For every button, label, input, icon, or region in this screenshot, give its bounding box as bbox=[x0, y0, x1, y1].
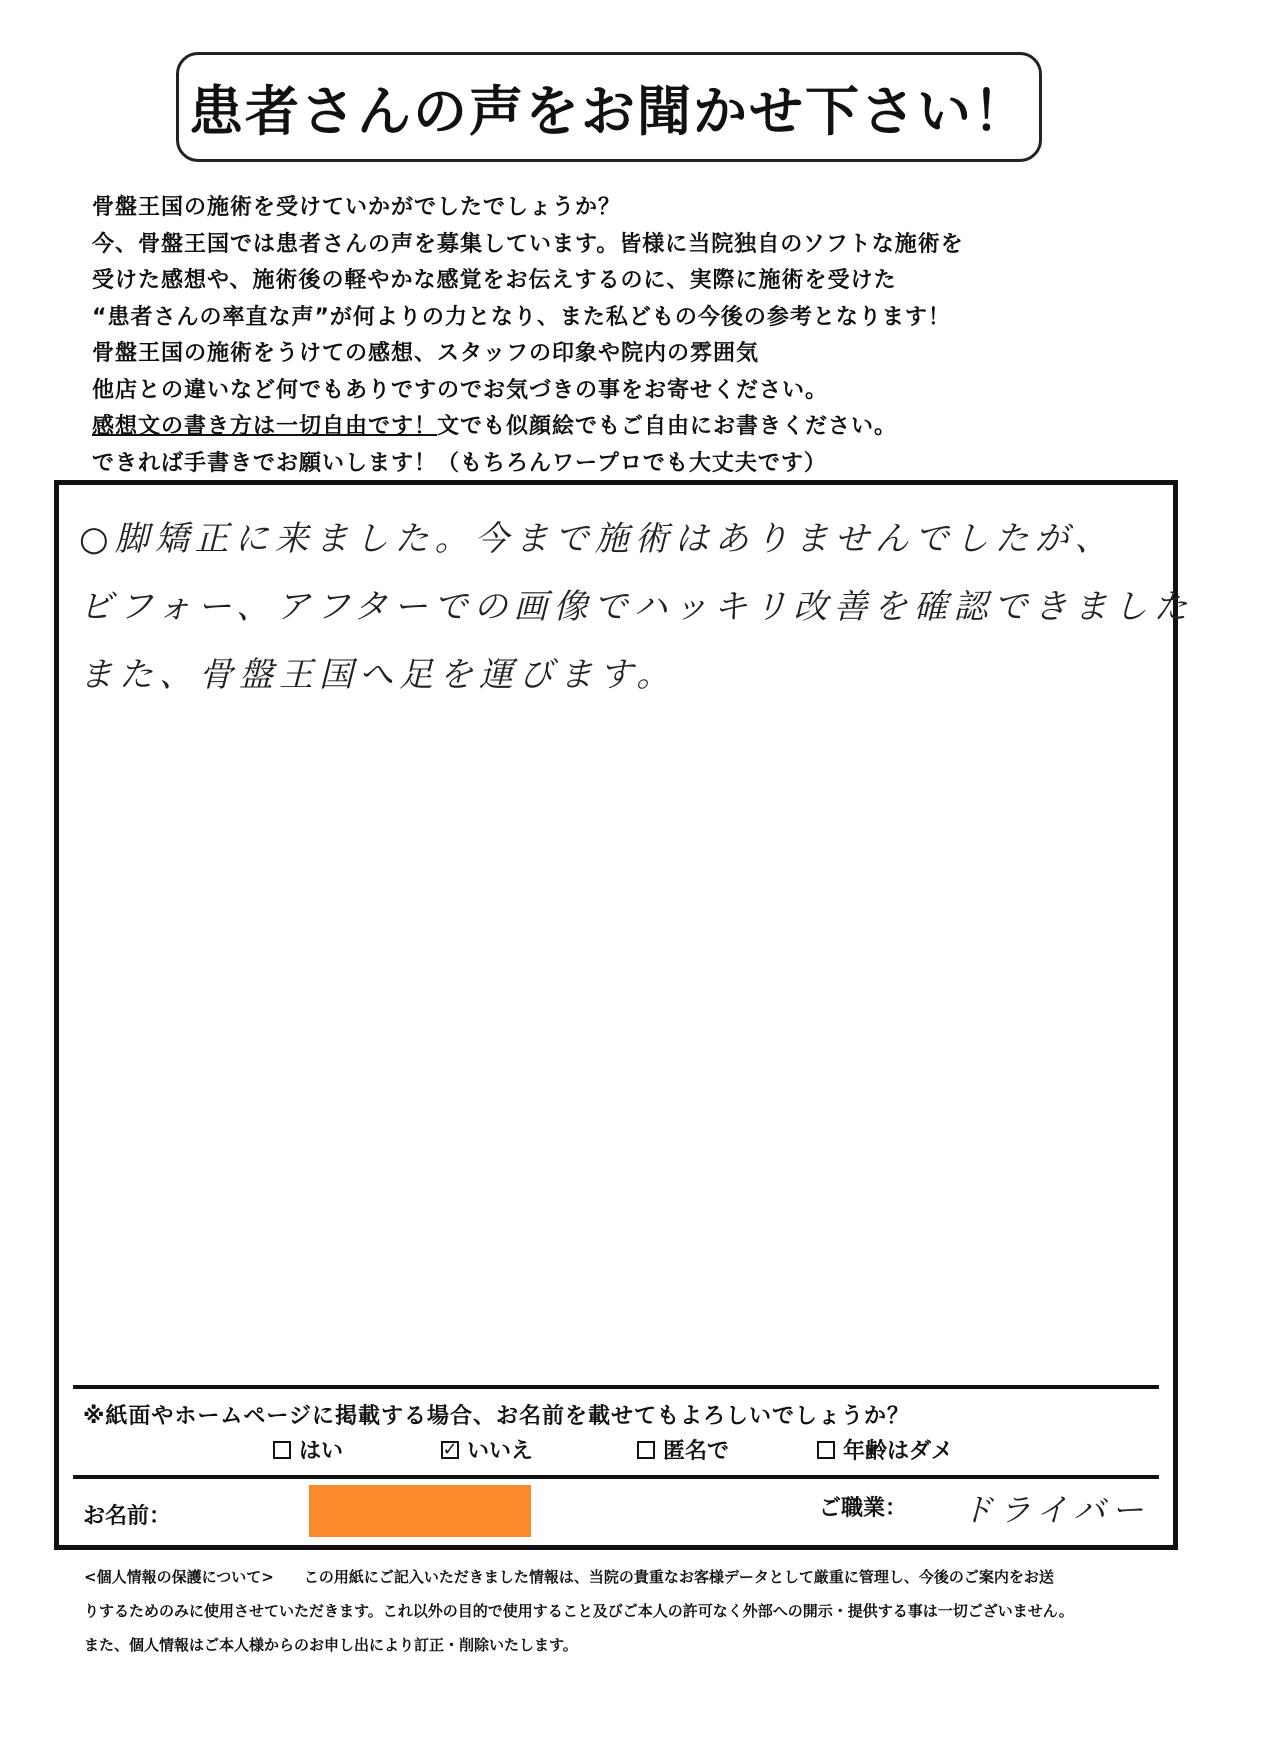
comment-line-3: また、骨盤王国へ足を運びます。 bbox=[79, 655, 677, 695]
comment-area[interactable] bbox=[79, 505, 1194, 1405]
option-no-label: いいえ bbox=[467, 1439, 534, 1464]
checkbox-no[interactable] bbox=[441, 1438, 459, 1460]
privacy-line-2: りするためのみに使用させていただきます。これ以外の目的で使用すること及びご本人の許可なく外部への開示・提供する事は一切ございません。 bbox=[84, 1602, 1074, 1620]
intro-line-5: 骨盤王国の施術をうけての感想、スタッフの印象や院内の雰囲気 bbox=[92, 341, 760, 366]
name-section bbox=[73, 1475, 1159, 1545]
comment-line-2: ビフォー、アフターでの画像でハッキリ改善を確認できました bbox=[79, 587, 1194, 627]
option-yes[interactable] bbox=[273, 1434, 343, 1465]
publish-question: ※紙面やホームページに掲載する場合、お名前を載せてもよろしいでしょうか？ bbox=[83, 1404, 910, 1429]
name-label: お名前： bbox=[83, 1504, 172, 1529]
title-box bbox=[176, 52, 1042, 162]
intro-underlined-text: 感想文の書き方は一切自由です！ bbox=[92, 414, 438, 439]
privacy-notice bbox=[84, 1560, 1184, 1662]
option-no-age-label: 年齢はダメ bbox=[843, 1439, 954, 1464]
job-label: ご職業： bbox=[819, 1496, 908, 1521]
checkbox-yes[interactable] bbox=[273, 1441, 291, 1459]
intro-line-4: “患者さんの率直な声”が何よりの力となり、また私どもの今後の参考となります！ bbox=[92, 304, 951, 330]
intro-line-7 bbox=[92, 409, 1152, 446]
intro-line-3: 受けた感想や、施術後の軽やかな感覚をお伝えするのに、実際に施術を受けた bbox=[92, 268, 897, 293]
intro-text bbox=[92, 190, 1152, 482]
publish-options bbox=[73, 1434, 1159, 1470]
name-redaction bbox=[309, 1485, 531, 1537]
comment-line-1: ○脚矯正に来ました。今まで施術はありませんでしたが、 bbox=[79, 519, 1115, 559]
checkbox-no-age[interactable] bbox=[817, 1441, 835, 1459]
check-mark-icon: ✓ bbox=[442, 1438, 458, 1460]
publish-consent-section bbox=[73, 1385, 1159, 1469]
page-title: 患者さんの声をお聞かせ下さい！ bbox=[189, 79, 1029, 143]
option-no[interactable] bbox=[441, 1434, 533, 1465]
intro-line-7-rest: 文でも似顔絵でもご自由にお書きください。 bbox=[437, 414, 898, 439]
option-no-age[interactable] bbox=[817, 1434, 953, 1465]
intro-line-8: できれば手書きでお願いします！（もちろんワープロでも大丈夫です） bbox=[92, 450, 827, 476]
feedback-form bbox=[54, 480, 1194, 1550]
privacy-line-3: また、個人情報はご本人様からのお申し出により訂正・削除いたします。 bbox=[84, 1636, 578, 1654]
intro-line-1: 骨盤王国の施術を受けていかがでしたでしょうか？ bbox=[92, 195, 622, 220]
option-anonymous[interactable] bbox=[637, 1434, 729, 1465]
job-value[interactable]: ドライバー bbox=[961, 1491, 1150, 1529]
checkbox-anonymous[interactable] bbox=[637, 1441, 655, 1459]
privacy-line-1: <個人情報の保護について> この用紙にご記入いただきました情報は、当院の貴重なお客様データとして厳重に管理し、今後のご案内をお送 bbox=[84, 1568, 1054, 1586]
intro-line-6: 他店との違いなど何でもありですのでお気づきの事をお寄せください。 bbox=[92, 377, 829, 403]
option-anonymous-label: 匿名で bbox=[663, 1439, 730, 1464]
intro-line-2: 今、骨盤王国では患者さんの声を募集しています。皆様に当院独自のソフトな施術を bbox=[92, 231, 964, 257]
option-yes-label: はい bbox=[299, 1439, 344, 1464]
